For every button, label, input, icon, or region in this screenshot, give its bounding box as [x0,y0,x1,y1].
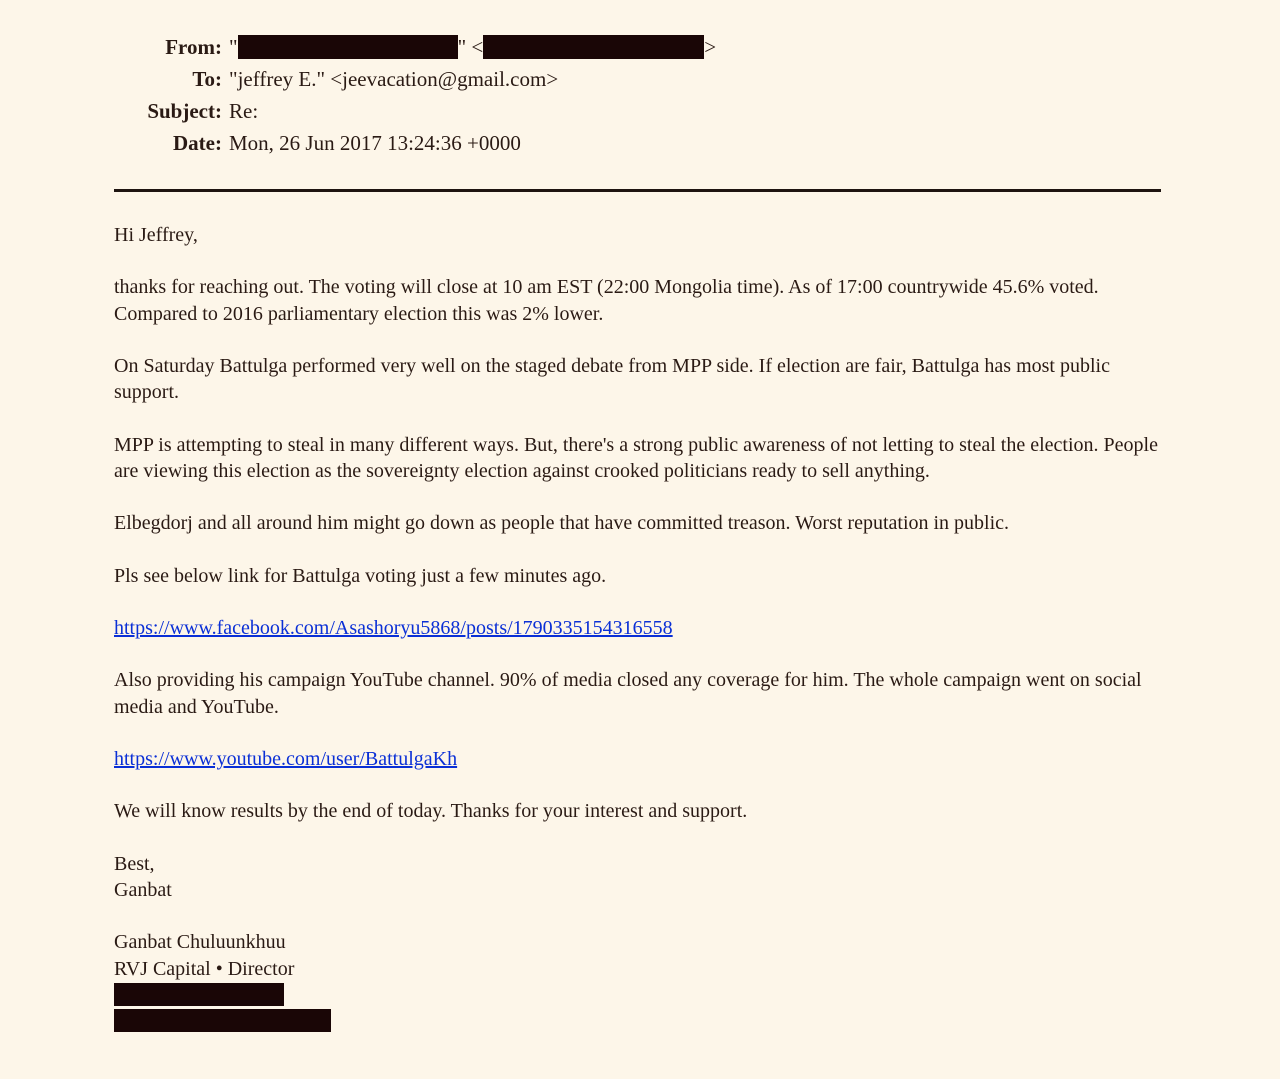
youtube-link-row [114,746,1174,772]
facebook-link-row [114,615,1174,641]
date-value: Mon, 26 Jun 2017 13:24:36 +0000 [229,131,521,155]
email-header [0,31,1280,159]
paragraph-debate: On Saturday Battulga performed very well on the staged debate from MPP side. If election are fair, Battulga has most public support. [114,354,1110,404]
date-row [0,127,1280,159]
redacted-signature-line-1 [114,983,284,1006]
email-body [114,222,1174,1032]
signature [114,851,1174,1032]
facebook-link[interactable]: https://www.facebook.com/Asashoryu5868/posts/1790335154316558 [114,616,673,639]
greeting: Hi Jeffrey, [114,224,198,246]
from-value [229,31,716,63]
from-row [0,31,1280,63]
redacted-sender-name [238,35,458,59]
paragraph-youtube: Also providing his campaign YouTube channel. 90% of media closed any coverage for him. The whole campaign went on social media and YouTube. [114,669,1142,718]
redacted-sender-email [483,35,704,59]
signature-closing-block [114,851,1174,903]
signature-details [114,929,1174,1031]
from-label: From: [165,35,222,59]
paragraph-mpp: MPP is attempting to steal in many different ways. But, there's a strong public awareness of not letting to steal the election. People are viewing this election as the sovereignty election against crooked politicians ready to sell anything. [114,433,1158,482]
paragraph-voting-close: thanks for reaching out. The voting will close at 10 am EST (22:00 Mongolia time). As of 17:00 countrywide 45.6% voted. Compared to 2016 parliamentary election this was 2% lower. [114,276,1099,325]
paragraph-link-intro: Pls see below link for Battulga voting just a few minutes ago. [114,564,607,587]
to-value: "jeffrey E." <jeevacation@gmail.com> [229,67,559,91]
paragraph-results: We will know results by the end of today. Thanks for your interest and support. [114,800,748,823]
subject-row [0,95,1280,127]
to-label: To: [192,67,222,91]
to-row [0,63,1280,95]
from-mid: " < [457,35,484,59]
date-label: Date: [173,131,222,155]
from-close: > [704,35,717,59]
subject-label: Subject: [147,99,222,123]
subject-value: Re: [229,99,259,123]
signature-closing: Best, [114,852,155,875]
header-divider [114,189,1161,192]
signature-first-name: Ganbat [114,878,172,901]
youtube-link[interactable]: https://www.youtube.com/user/BattulgaKh [114,747,458,770]
signature-full-name: Ganbat Chuluunkhuu [114,931,286,954]
paragraph-elbegdorj: Elbegdorj and all around him might go down as people that have committed treason. Worst reputation in public. [114,512,1010,535]
signature-title: RVJ Capital • Director [114,957,295,980]
redacted-signature-line-2 [114,1009,331,1032]
from-quote-open: " [229,35,238,59]
